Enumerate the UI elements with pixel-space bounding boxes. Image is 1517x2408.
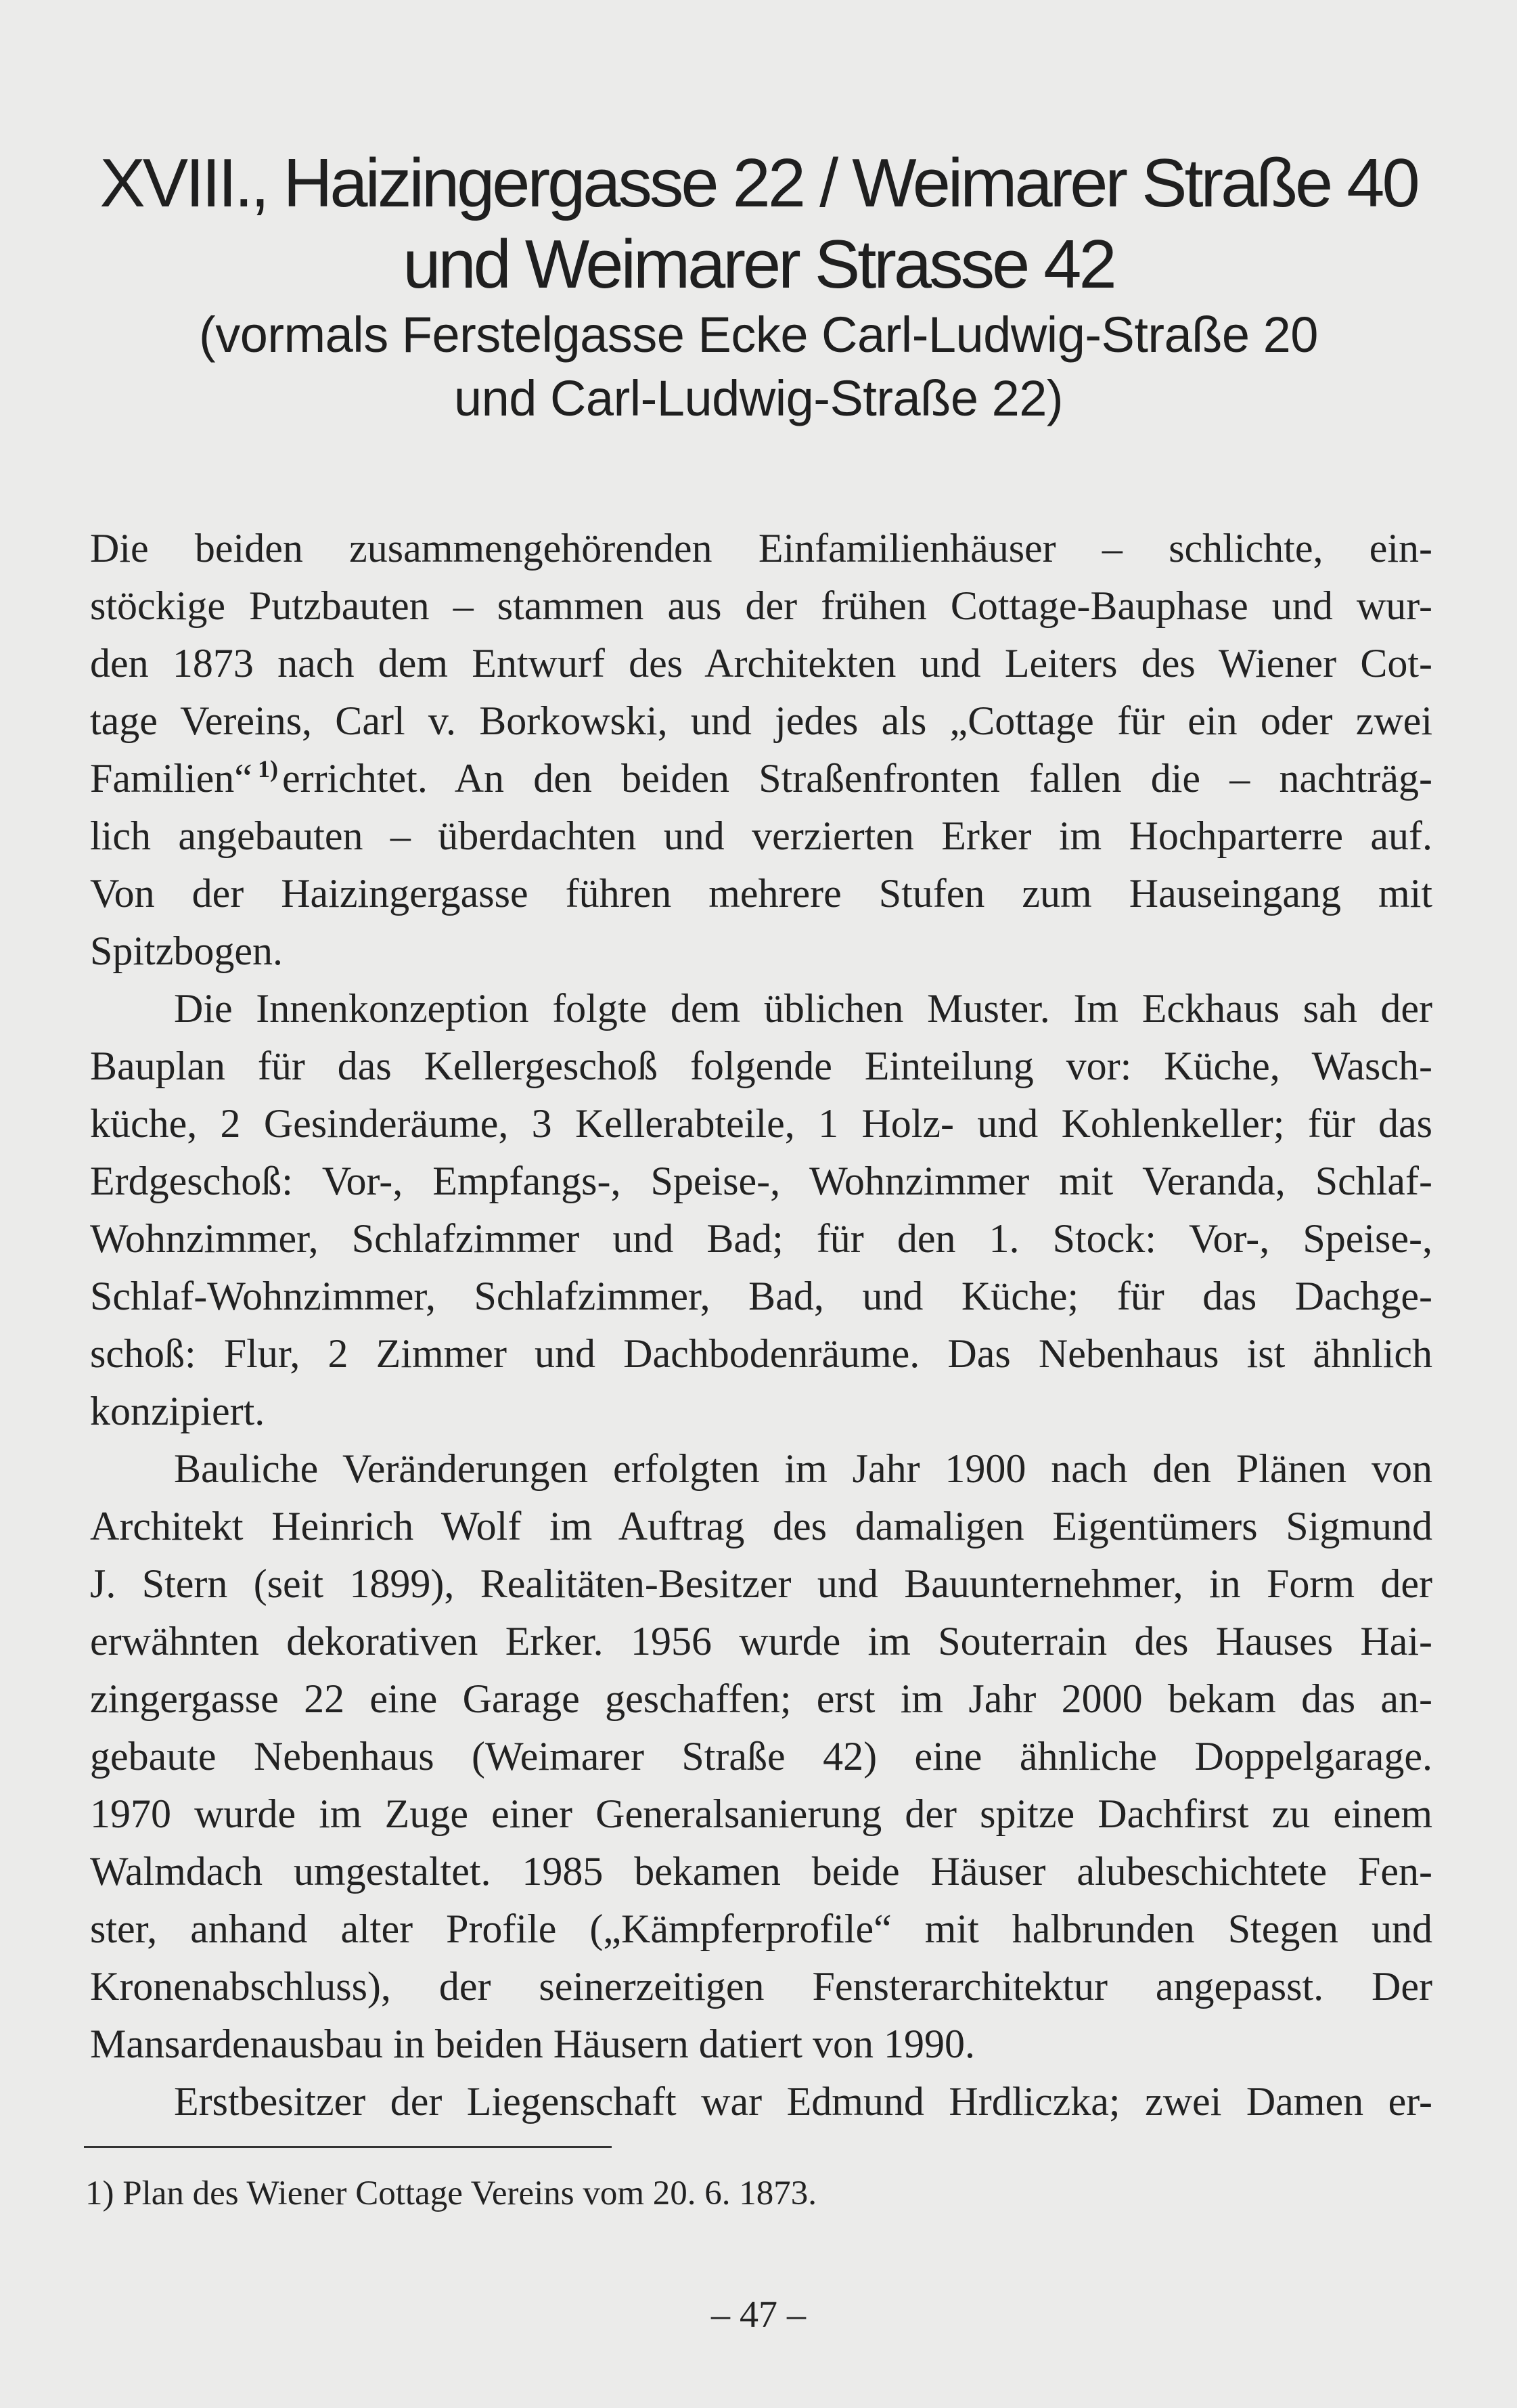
paragraph-1-line: tage Vereins, Carl v. Borkowski, und jedes als „Cottage für ein oder zwei: [90, 698, 1432, 743]
footnote-reference: 1): [257, 755, 278, 782]
page-subtitle-line-1: (vormals Ferstelgasse Ecke Carl-Ludwig-Straße 20: [199, 307, 1318, 363]
paragraph-2-line: Schlaf-Wohnzimmer, Schlafzimmer, Bad, und Küche; für das Dachge-: [90, 1274, 1432, 1318]
paragraph-1-line: Spitzbogen.: [90, 929, 283, 973]
paragraph-3-line: gebaute Nebenhaus (Weimarer Straße 42) eine ähnliche Doppelgarage.: [90, 1734, 1432, 1779]
body-text: [90, 520, 1432, 2131]
paragraph-2-line: Wohnzimmer, Schlafzimmer und Bad; für den 1. Stock: Vor-, Speise-,: [90, 1216, 1432, 1261]
paragraph-3-line: Mansardenausbau in beiden Häusern datiert von 1990.: [90, 2022, 975, 2066]
paragraph-3-line: ster, anhand alter Profile („Kämpferprofile“ mit halbrunden Stegen und: [90, 1907, 1432, 1951]
paragraph-3-line: Walmdach umgestaltet. 1985 bekamen beide Häuser alubeschichtete Fen-: [90, 1849, 1432, 1894]
paragraph-2-line: Bauplan für das Kellergeschoß folgende Einteilung vor: Küche, Wasch-: [90, 1044, 1432, 1088]
paragraph-1-text-after-ref: errichtet. An den beiden Straßenfronten fallen die – nachträg-: [281, 756, 1432, 801]
footnote: 1) Plan des Wiener Cottage Vereins vom 20. 6. 1873.: [85, 2175, 817, 2212]
paragraph-3-line: erwähnten dekorativen Erker. 1956 wurde im Souterrain des Hauses Hai-: [90, 1619, 1432, 1664]
paragraph-1-line: Die beiden zusammengehörenden Einfamilienhäuser – schlichte, ein-: [90, 526, 1432, 571]
paragraph-2-line: Erdgeschoß: Vor-, Empfangs-, Speise-, Wohnzimmer mit Veranda, Schlaf-: [90, 1159, 1432, 1203]
paragraph-1-line: den 1873 nach dem Entwurf des Architekten und Leiters des Wiener Cot-: [90, 641, 1432, 686]
page-title-line-2: und Weimarer Strasse 42: [403, 227, 1114, 303]
paragraph-1-line: lich angebauten – überdachten und verzierten Erker im Hochparterre auf.: [90, 813, 1432, 858]
paragraph-2-line: schoß: Flur, 2 Zimmer und Dachbodenräume. Das Nebenhaus ist ähnlich: [90, 1331, 1432, 1376]
paragraph-2-line: konzipiert.: [90, 1389, 265, 1433]
paragraph-1-text-before-ref: Familien“: [90, 756, 252, 801]
paragraph-2-line: Die Innenkonzeption folgte dem üblichen Muster. Im Eckhaus sah der: [174, 986, 1432, 1031]
paragraph-1-line: Von der Haizingergasse führen mehrere Stufen zum Hauseingang mit: [90, 871, 1432, 916]
paragraph-3-line: 1970 wurde im Zuge einer Generalsanierung der spitze Dachfirst zu einem: [90, 1791, 1432, 1836]
paragraph-2-line: küche, 2 Gesinderäume, 3 Kellerabteile, 1 Holz- und Kohlenkeller; für das: [90, 1101, 1432, 1146]
paragraph-3-line: zingergasse 22 eine Garage geschaffen; erst im Jahr 2000 bekam das an-: [90, 1676, 1432, 1721]
paragraph-4-line: Erstbesitzer der Liegenschaft war Edmund Hrdliczka; zwei Damen er-: [174, 2079, 1432, 2124]
page-subtitle-line-2: und Carl-Ludwig-Straße 22): [453, 370, 1064, 426]
paragraph-3-line: J. Stern (seit 1899), Realitäten-Besitzer und Bauunternehmer, in Form der: [90, 1561, 1432, 1606]
paragraph-3-line: Kronenabschluss), der seinerzeitigen Fensterarchitektur angepasst. Der: [90, 1964, 1432, 2009]
page-title-line-1: XVIII., Haizingergasse 22 / Weimarer Straße 40: [99, 146, 1418, 221]
paragraph-3-line: Architekt Heinrich Wolf im Auftrag des damaligen Eigentümers Sigmund: [90, 1504, 1432, 1548]
paragraph-1-line: stöckige Putzbauten – stammen aus der frühen Cottage-Bauphase und wur-: [90, 583, 1432, 628]
paragraph-1-line-with-footnote: [90, 750, 1432, 807]
page-number: – 47 –: [711, 2294, 806, 2336]
paragraph-3-line: Bauliche Veränderungen erfolgten im Jahr 1900 nach den Plänen von: [174, 1446, 1432, 1491]
footnote-divider: [84, 2146, 612, 2148]
